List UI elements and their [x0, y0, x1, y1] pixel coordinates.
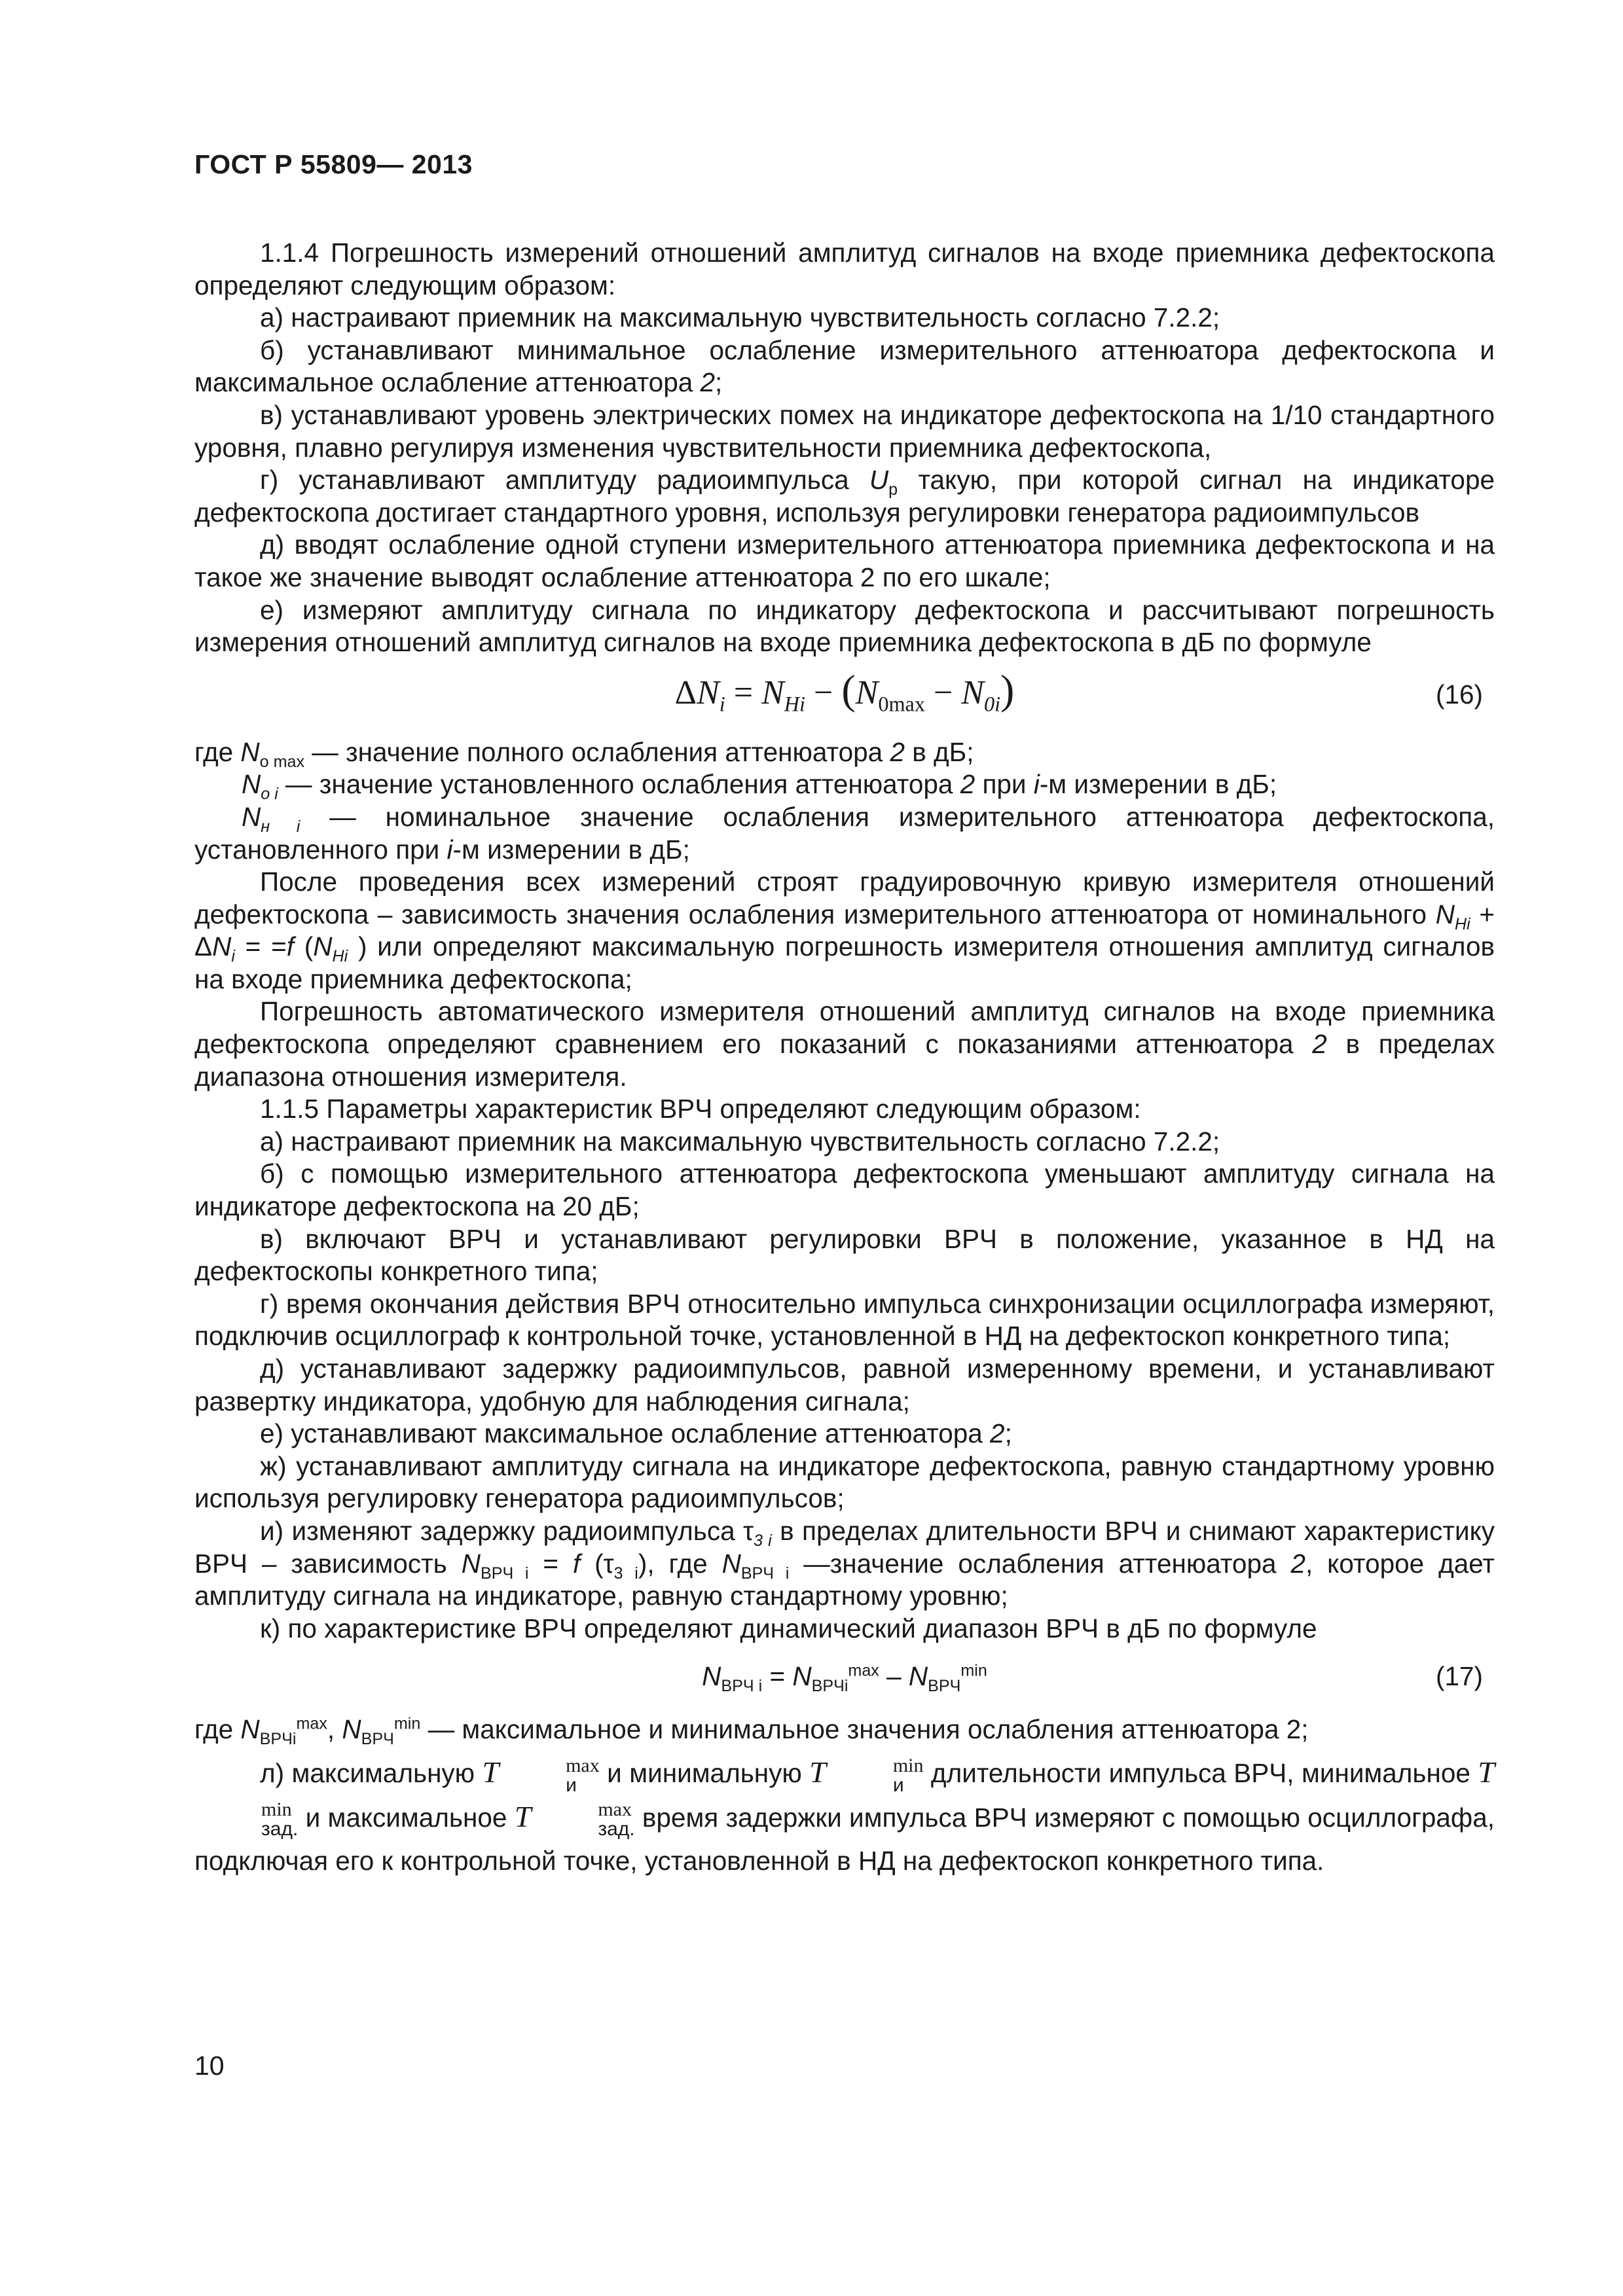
item-115-g: г) время окончания действия ВРЧ относительно импульса синхронизации осциллографа измеряют, подключив осциллограф к контрольной точке, установленной в НД на дефектоскоп конкретного типа;	[194, 1288, 1495, 1352]
item-g: г) устанавливают амплитуду радиоимпульса $U_р$ такую, при которой сигнал на индикаторе дефектоскопа достигает стандартного уровня, используя регулировки генератора радиоимпульсов	[194, 465, 1495, 528]
formula-17-expression: $N_{ВРЧ i} = N_{ВРЧi}^{max} - N_{ВРЧ}^{min}$	[702, 1661, 987, 1696]
item-e: е) измеряют амплитуду сигнала по индикатору дефектоскопа и рассчитывают погрешность измерения отношений амплитуд сигналов на входе приемника дефектоскопа в дБ по формуле	[194, 594, 1495, 658]
paragraph-1-1-5-intro: 1.1.5 Параметры характеристик ВРЧ определяют следующим образом:	[260, 1094, 1141, 1124]
item-v: в) устанавливают уровень электрических помех на индикаторе дефектоскопа на 1/10 стандартного уровня, плавно регулируя изменения чувствительности приемника дефектоскопа,	[194, 399, 1495, 463]
item-115-l: л) максимальную T max и и минимальную T min и длительности импульса ВРЧ, минимальное T min зад. и максимальное T max зад. время задержки импульса ВРЧ измеряют с помощью осциллографа, подключая его к контрольной точке, установленной в НД на дефектоскоп конкретного типа.	[194, 1754, 1495, 1876]
item-a: а) настраивают приемник на максимальную чувствительность согласно 7.2.2;	[260, 302, 1220, 333]
item-115-a: а) настраивают приемник на максимальную чувствительность согласно 7.2.2;	[260, 1126, 1220, 1157]
item-115-e: е) устанавливают максимальное ослабление аттенюатора 2;	[260, 1418, 1012, 1449]
item-115-v: в) включают ВРЧ и устанавливают регулировки ВРЧ в положение, указанное в НД на дефектоскопы конкретного типа;	[194, 1223, 1495, 1287]
body-text	[194, 237, 1495, 1882]
formula-17-number: (17)	[1435, 1661, 1483, 1692]
paragraph-1-1-4-intro: 1.1.4 Погрешность измерений отношений амплитуд сигналов на входе приемника дефектоскопа определяют следующим образом:	[194, 238, 1495, 300]
item-115-b: б) с помощью измерительного аттенюатора дефектоскопа уменьшают амплитуду сигнала на индикаторе дефектоскопа на 20 дБ;	[194, 1158, 1495, 1222]
item-115-i: и) изменяют задержку радиоимпульса $\tau_{3 i}$ в пределах длительности ВРЧ и снимают характеристику ВРЧ – зависимость $N_{ВРЧ i} = f$ $(\tau_{3 i})$, где $N_{ВРЧ i}$ —значение ослабления аттенюатора 2, которое дает амплитуду сигнала на индикаторе, равную стандартному уровню;	[194, 1515, 1495, 1611]
item-115-k: к) по характеристике ВРЧ определяют динамический диапазон ВРЧ в дБ по формуле	[260, 1613, 1317, 1643]
item-b: б) устанавливают минимальное ослабление измерительного аттенюатора дефектоскопа и максимальное ослабление аттенюатора 2;	[194, 334, 1495, 398]
formula-16	[194, 664, 1495, 732]
formula-16-expression: $\Delta N_i = N_{Hi} - (N_{0max} - N_{0i})$	[674, 666, 1015, 716]
item-d: д) вводят ослабление одной ступени измерительного аттенюатора приемника дефектоскопа и на такое же значение выводят ослабление аттенюатора 2 по его шкале;	[194, 529, 1495, 592]
page-number: 10	[194, 2051, 225, 2081]
item-115-d: д) устанавливают задержку радиоимпульсов, равной измеренному времени, и устанавливают развертку индикатора, удобную для наблюдения сигнала;	[194, 1354, 1495, 1416]
paragraph-calibration-curve: После проведения всех измерений строят градуировочную кривую измерителя отношений дефектоскопа – зависимость значения ослабления измерительного аттенюатора от номинального $N_{Hi} + \Delta N_i = =f$ ($N_{Hi}$ ) или определяют максимальную погрешность измерителя отношения амплитуд сигналов на входе приемника дефектоскопа;	[194, 867, 1495, 994]
formula-17	[194, 1649, 1495, 1705]
paragraph-automatic-meter: Погрешность автоматического измерителя отношений амплитуд сигналов на входе приемника дефектоскопа определяют сравнением его показаний с показаниями аттенюатора 2 в пределах диапазона отношения измерителя.	[194, 996, 1495, 1092]
where-16-line-3: $N_{н i}$ — номинальное значение ослабления измерительного аттенюатора дефектоскопа, установленного при i-м измерении в дБ;	[194, 801, 1495, 865]
where-17: где $N_{ВРЧi}^{max}$, $N_{ВРЧ}^{min}$ — максимальное и минимальное значения ослабления аттенюатора 2;	[194, 1714, 1309, 1749]
item-115-zh: ж) устанавливают амплитуду сигнала на индикаторе дефектоскопа, равную стандартному уровню используя регулировку генератора радиоимпульсов;	[194, 1450, 1495, 1514]
where-16-line-2: $N_{о i}$ — значение установленного ослабления аттенюатора 2 при i-м измерении в дБ;	[242, 769, 1277, 804]
formula-16-number: (16)	[1435, 679, 1483, 709]
document-header: ГОСТ Р 55809— 2013	[194, 149, 473, 179]
where-16-line-1: где $N_{о max}$ — значение полного ослабления аттенюатора 2 в дБ;	[194, 736, 974, 771]
